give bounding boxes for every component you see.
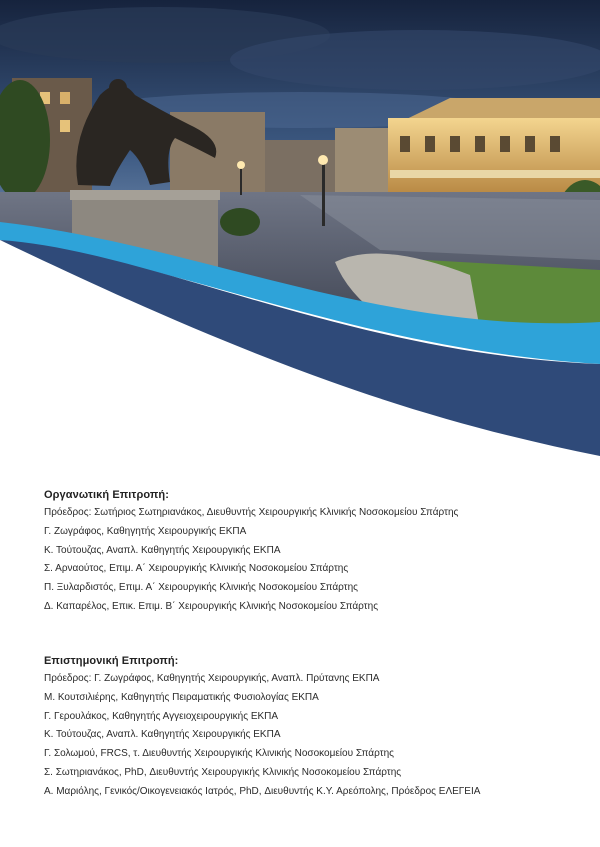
list-item: Π. Ξυλαρδιστός, Επιμ. Α΄ Χειρουργικής Κλινικής Νοσοκομείου Σπάρτης [44,582,358,594]
list-item: Σ. Σωτηριανάκος, PhD, Διευθυντής Χειρουργικής Κλινικής Νοσοκομείου Σπάρτης [44,766,402,778]
list-item: Γ. Ζωγράφος, Καθηγητής Χειρουργικής ΕΚΠΑ [44,525,247,537]
organizing-committee [44,489,574,617]
list-item: Πρόεδρος: Σωτήριος Σωτηριανάκος, Διευθυντής Χειρουργικής Κλινικής Νοσοκομείου Σπάρτης [44,507,459,518]
organizing-committee-list [44,504,574,617]
organizing-committee-title: Οργανωτική Επιτροπή: [44,489,169,501]
list-item: Κ. Τούτουζας, Αναπλ. Καθηγητής Χειρουργικής ΕΚΠΑ [44,729,281,741]
list-item: Γ. Σολωμού, FRCS, τ. Διευθυντής Χειρουργικής Κλινικής Νοσοκομείου Σπάρτης [44,748,394,760]
list-item: Μ. Κουτσιλιέρης, Καθηγητής Πειραματικής Φυσιολογίας ΕΚΠΑ [44,691,319,703]
scientific-committee [44,655,574,802]
list-item: Κ. Τούτουζας, Αναπλ. Καθηγητής Χειρουργικής ΕΚΠΑ [44,544,281,556]
scientific-committee-list [44,670,574,802]
scientific-committee-title: Επιστημονική Επιτροπή: [44,655,179,667]
list-item: Σ. Αρναούτος, Επιμ. Α΄ Χειρουργικής Κλινικής Νοσοκομείου Σπάρτης [44,563,349,575]
list-item: Α. Μαριόλης, Γενικός/Οικογενειακός Ιατρός, PhD, Διευθυντής Κ.Υ. Αρεόπολης, Πρόεδρος ΕΛΕΓΕΙΑ [44,785,481,797]
list-item: Πρόεδρος: Γ. Ζωγράφος, Καθηγητής Χειρουργικής, Αναπλ. Πρύτανης ΕΚΠΑ [44,673,380,684]
list-item: Γ. Γερουλάκος, Καθηγητής Αγγειοχειρουργικής ΕΚΠΑ [44,710,279,722]
list-item: Δ. Καπαρέλος, Επικ. Επιμ. Β΄ Χειρουργικής Κλινικής Νοσοκομείου Σπάρτης [44,600,379,612]
